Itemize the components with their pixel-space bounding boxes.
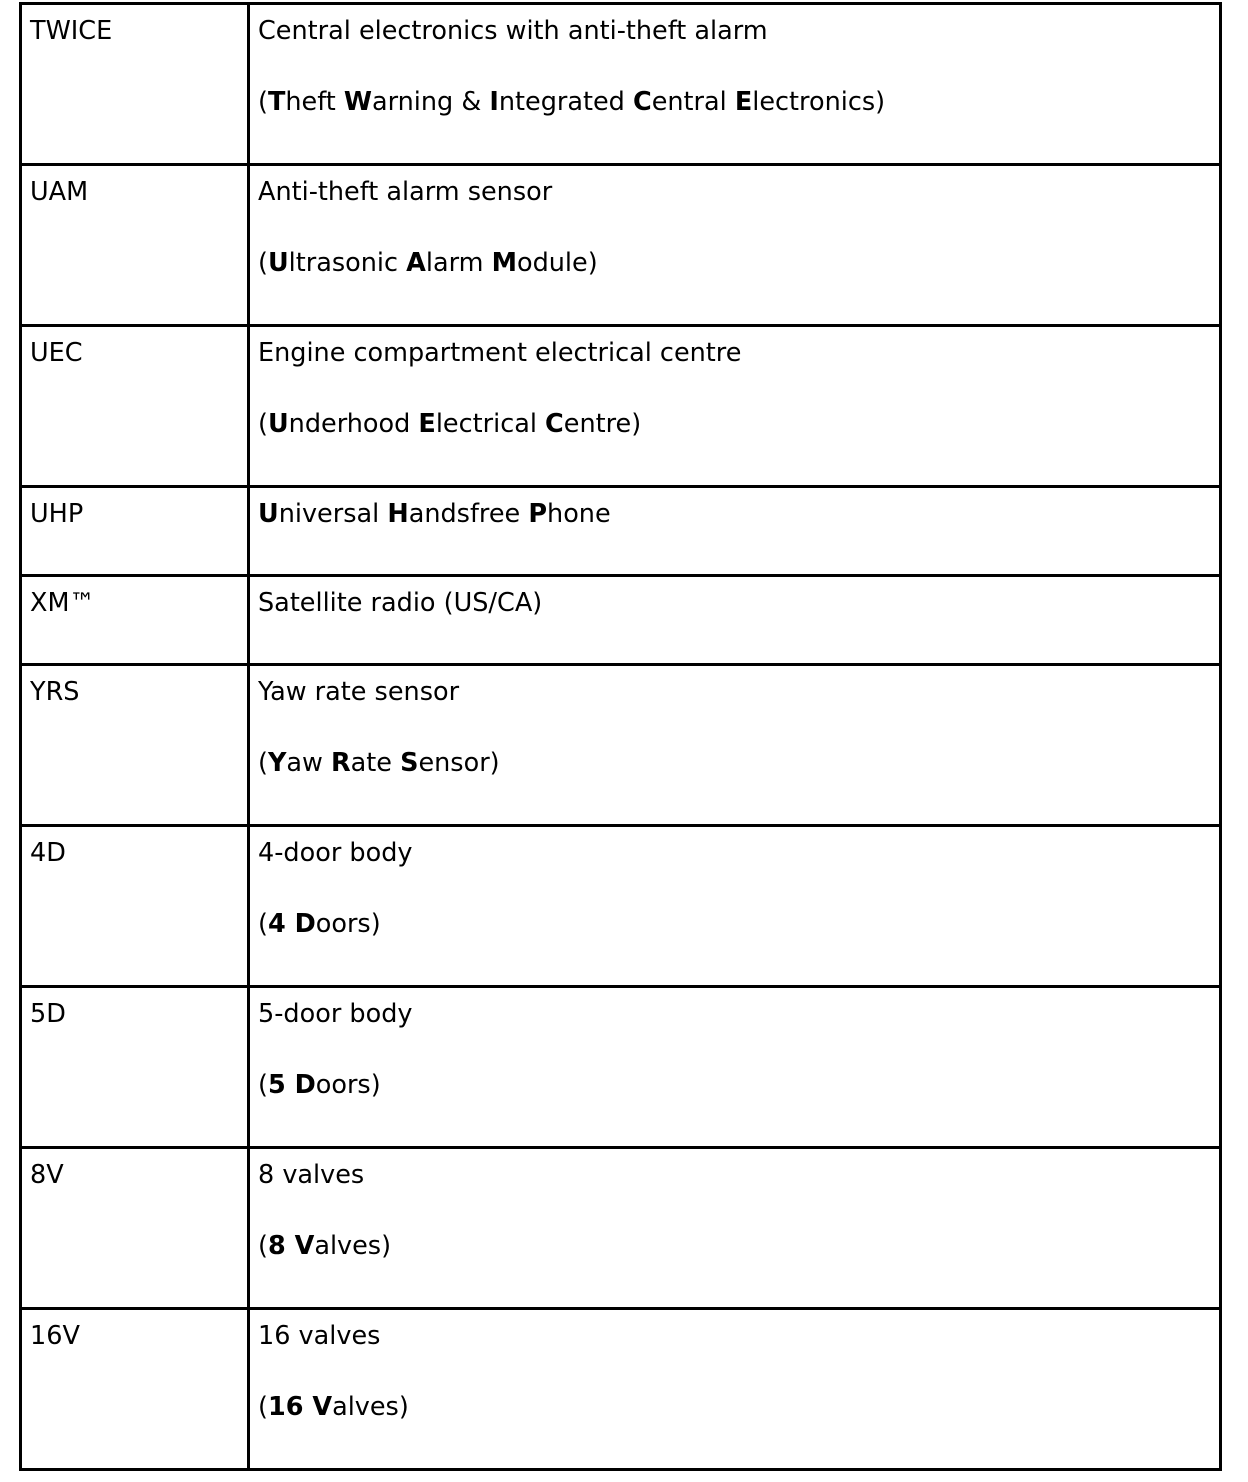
abbreviation-cell: 8V [21, 1148, 249, 1309]
text-segment: ate [350, 748, 401, 778]
text-segment: andsfree [408, 499, 529, 529]
abbreviation-cell: TWICE [21, 4, 249, 165]
text-segment: ( [258, 909, 268, 939]
bold-initial: R [331, 748, 351, 778]
bold-initial: P [528, 499, 548, 529]
description-cell [249, 326, 1221, 487]
text-segment: ltrasonic [288, 248, 407, 278]
text-segment: aw [286, 748, 332, 778]
text-segment: lectronics) [752, 87, 886, 117]
bold-initial: 8 V [267, 1231, 315, 1261]
bold-initial: A [406, 248, 426, 278]
text-segment: ( [258, 409, 268, 439]
text-segment: larm [425, 248, 492, 278]
description-line [258, 1158, 1211, 1192]
table-row [21, 1309, 1221, 1470]
bold-initial: Y [267, 748, 287, 778]
text-segment: alves) [332, 1392, 409, 1422]
bold-initial: C [632, 87, 652, 117]
table-row [21, 4, 1221, 165]
bold-initial: C [545, 409, 564, 439]
text-segment: ntegrated [498, 87, 633, 117]
text-segment: 4-door body [258, 838, 413, 868]
expansion-line [258, 85, 1211, 119]
table-row [21, 826, 1221, 987]
description-cell [249, 987, 1221, 1148]
abbreviation-cell: UAM [21, 165, 249, 326]
abbreviation-cell: UEC [21, 326, 249, 487]
text-segment: odule) [516, 248, 598, 278]
text-segment: lectrical [435, 409, 546, 439]
text-segment: ensor) [418, 748, 500, 778]
bold-initial: M [491, 248, 517, 278]
text-segment: ( [258, 248, 268, 278]
table-row [21, 326, 1221, 487]
bold-initial: I [489, 87, 499, 117]
abbreviations-table-body [21, 4, 1221, 1470]
text-segment: nderhood [288, 409, 419, 439]
description-line [258, 497, 1211, 531]
text-segment: ( [258, 1392, 268, 1422]
text-segment: ( [258, 87, 268, 117]
description-line [258, 836, 1211, 870]
text-segment: entral [651, 87, 735, 117]
description-line [258, 1319, 1211, 1353]
abbreviation-cell: 16V [21, 1309, 249, 1470]
table-row [21, 576, 1221, 665]
expansion-line [258, 407, 1211, 441]
text-segment: Yaw rate sensor [258, 677, 460, 707]
description-line [258, 586, 1211, 620]
description-cell [249, 165, 1221, 326]
text-segment: heft [285, 87, 344, 117]
bold-initial: E [418, 409, 436, 439]
abbreviation-cell: YRS [21, 665, 249, 826]
expansion-line [258, 1229, 1211, 1263]
description-line [258, 675, 1211, 709]
bold-initial: W [343, 87, 372, 117]
description-cell [249, 1148, 1221, 1309]
bold-initial: H [387, 499, 409, 529]
bold-initial: U [267, 409, 289, 439]
expansion-line [258, 1390, 1211, 1424]
table-row [21, 165, 1221, 326]
abbreviations-table [19, 2, 1222, 1471]
table-row [21, 987, 1221, 1148]
abbreviation-cell: XM™ [21, 576, 249, 665]
description-cell [249, 576, 1221, 665]
bold-initial: 5 D [267, 1070, 316, 1100]
table-row [21, 1148, 1221, 1309]
text-segment: 8 valves [258, 1160, 365, 1190]
bold-initial: 16 V [267, 1392, 333, 1422]
table-row [21, 487, 1221, 576]
expansion-line [258, 246, 1211, 280]
abbreviation-cell: 4D [21, 826, 249, 987]
bold-initial: 4 D [267, 909, 316, 939]
bold-initial: U [258, 499, 279, 529]
text-segment: Anti-theft alarm sensor [258, 177, 553, 207]
bold-initial: T [267, 87, 286, 117]
text-segment: arning & [371, 87, 490, 117]
text-segment: Satellite radio (US/CA) [258, 588, 543, 618]
description-line [258, 175, 1211, 209]
bold-initial: E [734, 87, 753, 117]
bold-initial: S [400, 748, 419, 778]
description-line [258, 14, 1211, 48]
text-segment: hone [547, 499, 611, 529]
text-segment: Engine compartment electrical centre [258, 338, 742, 368]
table-row [21, 665, 1221, 826]
description-line [258, 997, 1211, 1031]
text-segment: niversal [278, 499, 388, 529]
expansion-line [258, 907, 1211, 941]
description-line [258, 336, 1211, 370]
description-cell [249, 665, 1221, 826]
abbreviation-cell: 5D [21, 987, 249, 1148]
expansion-line [258, 1068, 1211, 1102]
bold-initial: U [267, 248, 289, 278]
description-cell [249, 1309, 1221, 1470]
expansion-line [258, 746, 1211, 780]
text-segment: ( [258, 1231, 268, 1261]
description-cell [249, 487, 1221, 576]
text-segment: alves) [314, 1231, 392, 1261]
abbreviation-cell: UHP [21, 487, 249, 576]
text-segment: oors) [315, 909, 381, 939]
text-segment: Central electronics with anti-theft alarm [258, 16, 768, 46]
text-segment: ( [258, 1070, 268, 1100]
description-cell [249, 4, 1221, 165]
text-segment: 5-door body [258, 999, 413, 1029]
description-cell [249, 826, 1221, 987]
text-segment: oors) [315, 1070, 381, 1100]
text-segment: ( [258, 748, 268, 778]
text-segment: entre) [563, 409, 642, 439]
text-segment: 16 valves [258, 1321, 381, 1351]
